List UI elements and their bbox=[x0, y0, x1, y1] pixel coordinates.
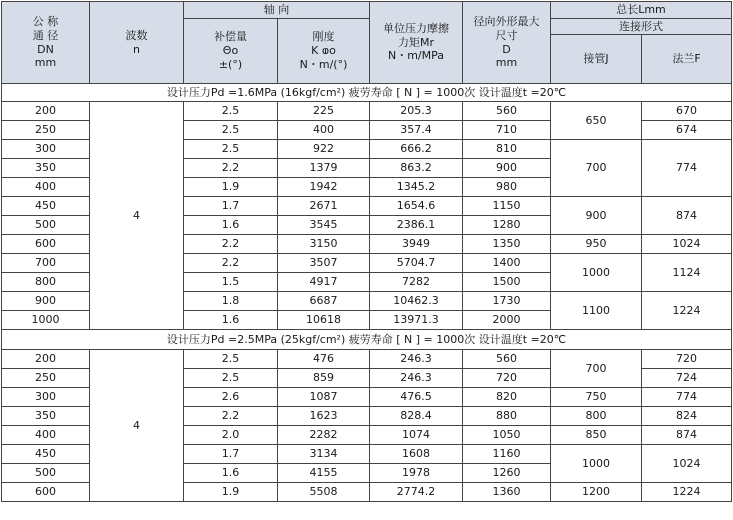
table-cell-stiff: 3545 bbox=[278, 216, 370, 235]
table-cell-diameter: 710 bbox=[463, 121, 551, 140]
table-cell-stiff: 4917 bbox=[278, 273, 370, 292]
table-cell-pipe: 750 bbox=[551, 388, 642, 407]
table-cell-pipe: 1100 bbox=[551, 292, 642, 330]
table-cell-moment: 666.2 bbox=[370, 140, 463, 159]
table-cell-comp: 1.9 bbox=[184, 178, 278, 197]
table-cell-comp: 2.5 bbox=[184, 369, 278, 388]
table-cell-moment: 7282 bbox=[370, 273, 463, 292]
table-cell-moment: 2774.2 bbox=[370, 483, 463, 502]
table-cell-dn: 200 bbox=[2, 350, 90, 369]
table-cell-stiff: 4155 bbox=[278, 464, 370, 483]
table-cell-flange: 774 bbox=[642, 388, 732, 407]
table-cell-flange: 874 bbox=[642, 197, 732, 235]
table-cell-waves: 4 bbox=[90, 102, 184, 330]
table-cell-diameter: 560 bbox=[463, 350, 551, 369]
table-cell-moment: 828.4 bbox=[370, 407, 463, 426]
header-pipe: 接管J bbox=[551, 35, 642, 84]
table-cell-comp: 1.6 bbox=[184, 464, 278, 483]
table-cell-diameter: 720 bbox=[463, 369, 551, 388]
table-cell-dn: 250 bbox=[2, 121, 90, 140]
table-cell-diameter: 560 bbox=[463, 102, 551, 121]
table-cell-comp: 2.5 bbox=[184, 102, 278, 121]
table-cell-pipe: 1000 bbox=[551, 445, 642, 483]
table-cell-pipe: 650 bbox=[551, 102, 642, 140]
header-waves: 波数 n bbox=[90, 2, 184, 84]
table-cell-diameter: 820 bbox=[463, 388, 551, 407]
table-cell-moment: 10462.3 bbox=[370, 292, 463, 311]
table-cell-dn: 900 bbox=[2, 292, 90, 311]
table-cell-flange: 674 bbox=[642, 121, 732, 140]
header-axial: 轴 向 bbox=[184, 2, 370, 19]
table-cell-diameter: 880 bbox=[463, 407, 551, 426]
table-cell-stiff: 225 bbox=[278, 102, 370, 121]
table-cell-stiff: 400 bbox=[278, 121, 370, 140]
table-cell-dn: 450 bbox=[2, 197, 90, 216]
section1-note: 设计压力Pd =1.6MPa (16kgf/cm²) 疲劳寿命 [ N ] = 1000次 设计温度t =20℃ bbox=[2, 84, 732, 102]
table-cell-pipe: 800 bbox=[551, 407, 642, 426]
table-cell-stiff: 1379 bbox=[278, 159, 370, 178]
table-cell-comp: 1.7 bbox=[184, 197, 278, 216]
table-cell-diameter: 1500 bbox=[463, 273, 551, 292]
table-cell-flange: 824 bbox=[642, 407, 732, 426]
table-cell-stiff: 859 bbox=[278, 369, 370, 388]
table-cell-stiff: 2671 bbox=[278, 197, 370, 216]
header-flange: 法兰F bbox=[642, 35, 732, 84]
table-cell-moment: 357.4 bbox=[370, 121, 463, 140]
table-cell-dn: 300 bbox=[2, 140, 90, 159]
bellows-spec-table bbox=[1, 1, 732, 502]
table-cell-dn: 600 bbox=[2, 483, 90, 502]
table-cell-diameter: 1150 bbox=[463, 197, 551, 216]
table-cell-dn: 350 bbox=[2, 159, 90, 178]
header-diameter: 径向外形最大 尺寸 D mm bbox=[463, 2, 551, 84]
header-total-length: 总长Lmm bbox=[551, 2, 732, 19]
table-cell-stiff: 1087 bbox=[278, 388, 370, 407]
table-cell-flange: 724 bbox=[642, 369, 732, 388]
table-cell-moment: 246.3 bbox=[370, 369, 463, 388]
table-cell-dn: 600 bbox=[2, 235, 90, 254]
table-cell-flange: 774 bbox=[642, 140, 732, 197]
table-cell-flange: 1024 bbox=[642, 445, 732, 483]
table-cell-comp: 1.9 bbox=[184, 483, 278, 502]
table-cell-moment: 1345.2 bbox=[370, 178, 463, 197]
table-cell-flange: 1224 bbox=[642, 483, 732, 502]
table-cell-comp: 1.6 bbox=[184, 311, 278, 330]
table-cell-flange: 670 bbox=[642, 102, 732, 121]
table-cell-diameter: 980 bbox=[463, 178, 551, 197]
table-cell-dn: 350 bbox=[2, 407, 90, 426]
table-cell-diameter: 1260 bbox=[463, 464, 551, 483]
table-cell-dn: 250 bbox=[2, 369, 90, 388]
table-cell-comp: 2.0 bbox=[184, 426, 278, 445]
table-cell-moment: 1978 bbox=[370, 464, 463, 483]
table-cell-moment: 476.5 bbox=[370, 388, 463, 407]
table-cell-pipe: 1200 bbox=[551, 483, 642, 502]
table-cell-stiff: 476 bbox=[278, 350, 370, 369]
table-cell-diameter: 1280 bbox=[463, 216, 551, 235]
table-cell-comp: 1.7 bbox=[184, 445, 278, 464]
table-cell-moment: 205.3 bbox=[370, 102, 463, 121]
table-cell-flange: 874 bbox=[642, 426, 732, 445]
table-cell-pipe: 700 bbox=[551, 140, 642, 197]
table-cell-stiff: 2282 bbox=[278, 426, 370, 445]
table-cell-dn: 400 bbox=[2, 178, 90, 197]
table-cell-stiff: 5508 bbox=[278, 483, 370, 502]
table-cell-moment: 3949 bbox=[370, 235, 463, 254]
table-cell-stiff: 3134 bbox=[278, 445, 370, 464]
table-cell-diameter: 900 bbox=[463, 159, 551, 178]
table-cell-moment: 863.2 bbox=[370, 159, 463, 178]
header-stiffness: 刚度 K ⱷo N・m/(°) bbox=[278, 19, 370, 84]
table-cell-stiff: 1942 bbox=[278, 178, 370, 197]
table-cell-flange: 1024 bbox=[642, 235, 732, 254]
table-cell-moment: 1608 bbox=[370, 445, 463, 464]
table-cell-dn: 700 bbox=[2, 254, 90, 273]
table-cell-comp: 2.2 bbox=[184, 254, 278, 273]
table-cell-diameter: 2000 bbox=[463, 311, 551, 330]
header-dn: 公 称 通 径 DN mm bbox=[2, 2, 90, 84]
table-cell-stiff: 3150 bbox=[278, 235, 370, 254]
table-cell-pipe: 950 bbox=[551, 235, 642, 254]
table-cell-diameter: 1160 bbox=[463, 445, 551, 464]
table-cell-dn: 300 bbox=[2, 388, 90, 407]
table-cell-stiff: 6687 bbox=[278, 292, 370, 311]
table-cell-diameter: 1350 bbox=[463, 235, 551, 254]
table-cell-diameter: 1050 bbox=[463, 426, 551, 445]
table-cell-moment: 2386.1 bbox=[370, 216, 463, 235]
table-cell-flange: 1124 bbox=[642, 254, 732, 292]
table-cell-dn: 200 bbox=[2, 102, 90, 121]
table-cell-pipe: 700 bbox=[551, 350, 642, 388]
header-connection-type: 连接形式 bbox=[551, 19, 732, 35]
table-cell-diameter: 1730 bbox=[463, 292, 551, 311]
table-cell-comp: 2.2 bbox=[184, 235, 278, 254]
table-cell-stiff: 1623 bbox=[278, 407, 370, 426]
section2-note: 设计压力Pd =2.5MPa (25kgf/cm²) 疲劳寿命 [ N ] = 1000次 设计温度t =20℃ bbox=[2, 330, 732, 350]
table-cell-diameter: 1360 bbox=[463, 483, 551, 502]
table-cell-comp: 2.5 bbox=[184, 121, 278, 140]
table-cell-stiff: 10618 bbox=[278, 311, 370, 330]
table-cell-moment: 246.3 bbox=[370, 350, 463, 369]
table-cell-diameter: 810 bbox=[463, 140, 551, 159]
table-cell-flange: 1224 bbox=[642, 292, 732, 330]
table-cell-diameter: 1400 bbox=[463, 254, 551, 273]
table-cell-dn: 500 bbox=[2, 464, 90, 483]
table-cell-pipe: 1000 bbox=[551, 254, 642, 292]
header-compensation: 补偿量 Θo ±(°) bbox=[184, 19, 278, 84]
table-cell-stiff: 922 bbox=[278, 140, 370, 159]
table-cell-pipe: 850 bbox=[551, 426, 642, 445]
table-cell-comp: 2.5 bbox=[184, 350, 278, 369]
table-cell-comp: 2.6 bbox=[184, 388, 278, 407]
table-cell-waves: 4 bbox=[90, 350, 184, 502]
table-cell-comp: 2.2 bbox=[184, 407, 278, 426]
table-cell-moment: 1654.6 bbox=[370, 197, 463, 216]
table-cell-moment: 5704.7 bbox=[370, 254, 463, 273]
table-cell-comp: 2.2 bbox=[184, 159, 278, 178]
table-cell-dn: 500 bbox=[2, 216, 90, 235]
table-cell-dn: 1000 bbox=[2, 311, 90, 330]
table-cell-dn: 450 bbox=[2, 445, 90, 464]
table-cell-pipe: 900 bbox=[551, 197, 642, 235]
header-moment: 单位压力摩擦 力矩Mr N・m/MPa bbox=[370, 2, 463, 84]
table-cell-stiff: 3507 bbox=[278, 254, 370, 273]
table-cell-flange: 720 bbox=[642, 350, 732, 369]
table-cell-comp: 1.8 bbox=[184, 292, 278, 311]
table-cell-comp: 1.5 bbox=[184, 273, 278, 292]
table-cell-comp: 2.5 bbox=[184, 140, 278, 159]
table-cell-dn: 800 bbox=[2, 273, 90, 292]
table-cell-moment: 13971.3 bbox=[370, 311, 463, 330]
table-cell-comp: 1.6 bbox=[184, 216, 278, 235]
table-cell-moment: 1074 bbox=[370, 426, 463, 445]
table-cell-dn: 400 bbox=[2, 426, 90, 445]
